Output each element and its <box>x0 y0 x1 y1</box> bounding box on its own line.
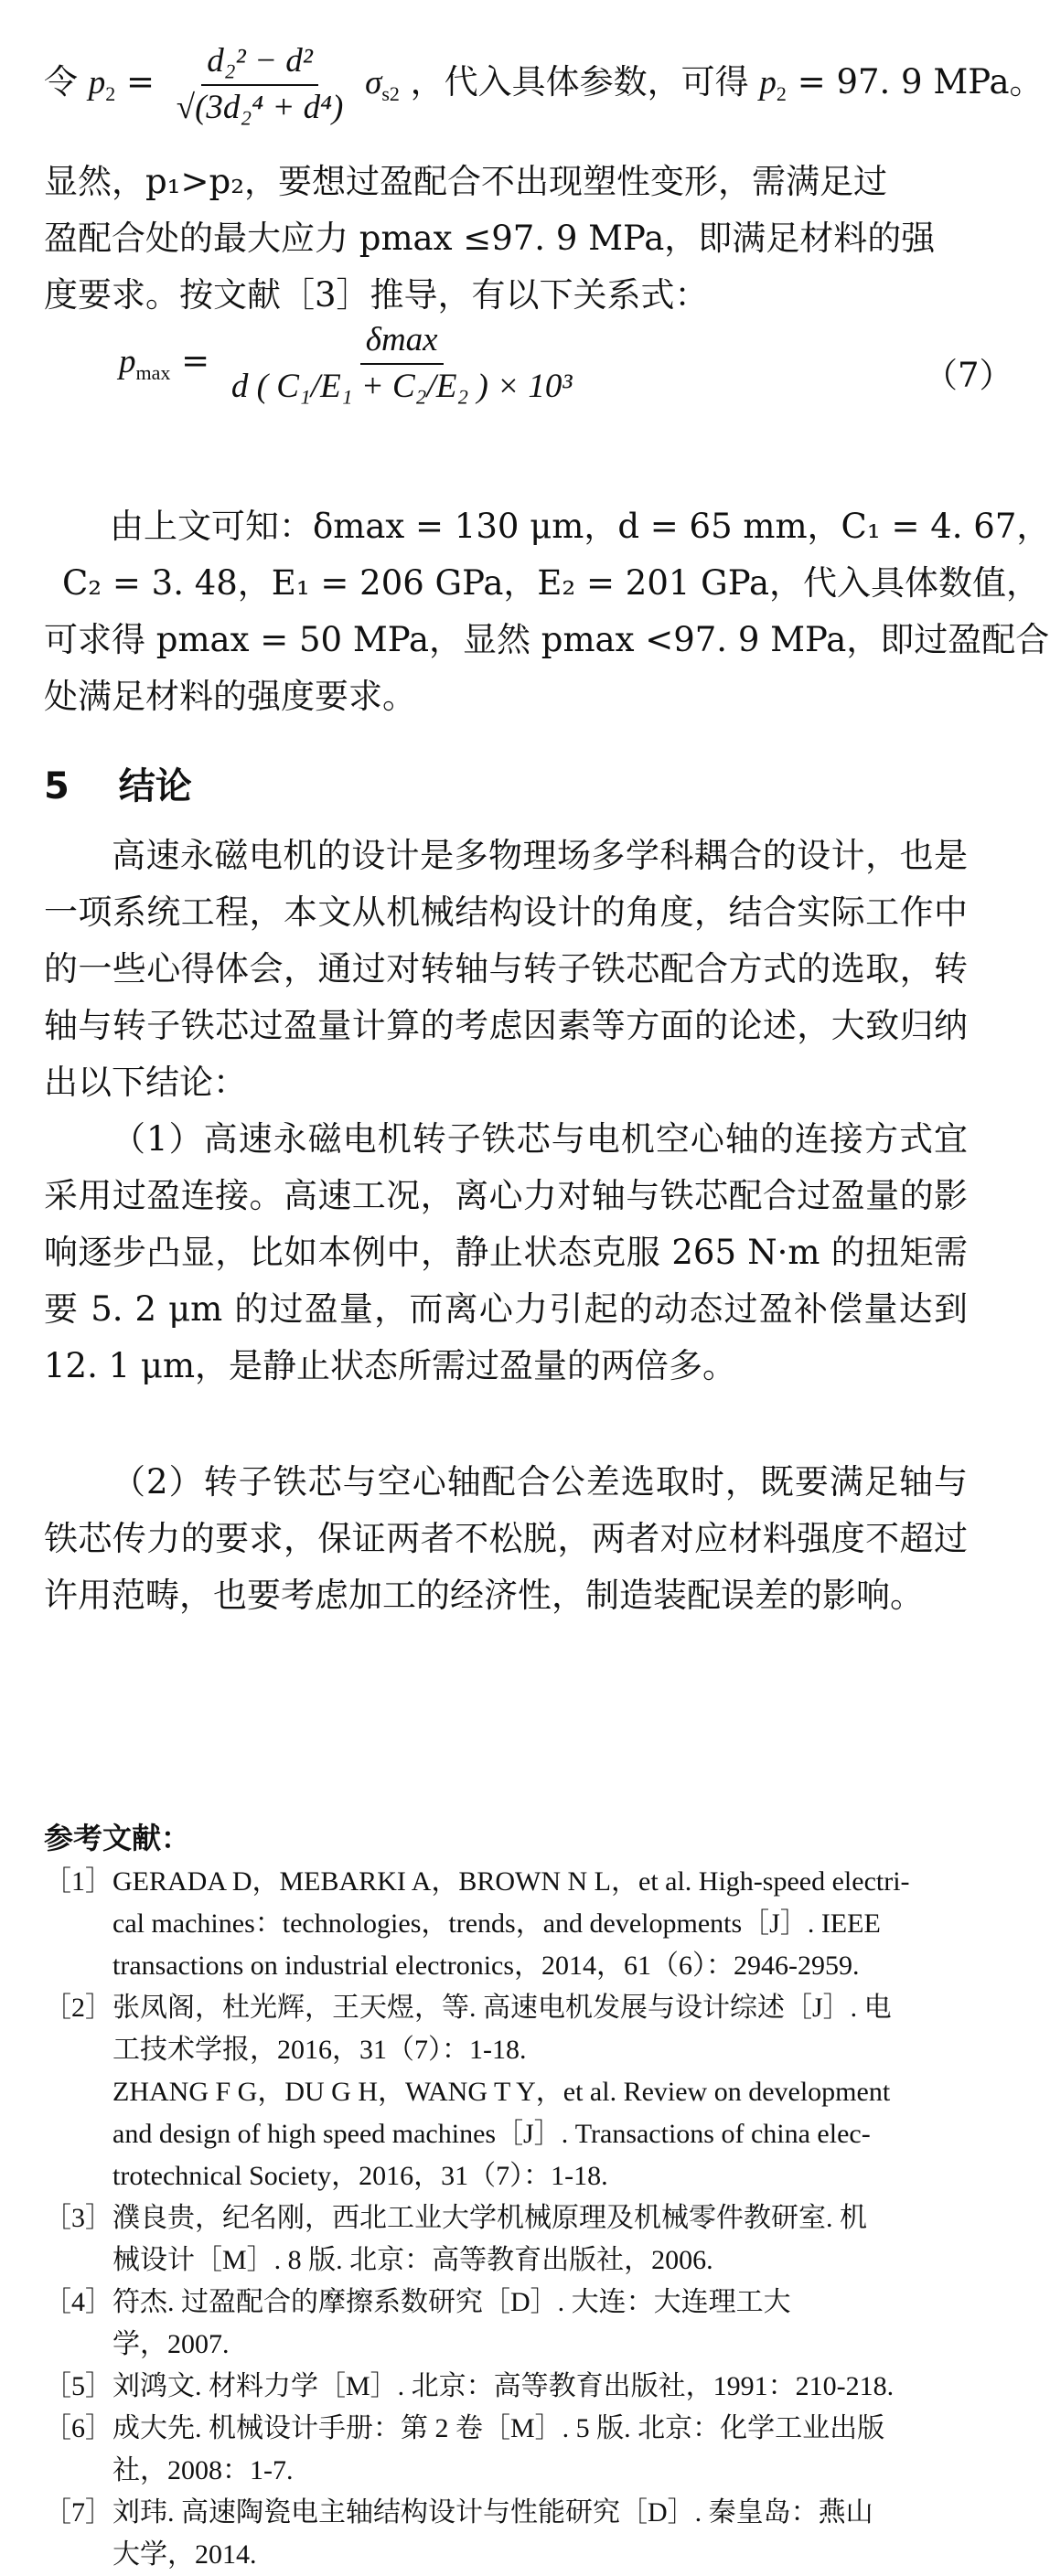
reference-item <box>44 2492 968 2576</box>
equation-p2: 令 $p_2$ = $\frac{\text{d₂² − d²}}{\text{√(3d₂⁴ + d⁴)}}$ $\sigma_{s2}$ ，代入具体参数，可得 $p_2 = 97$. 9 MPa。 <box>44 37 1044 140</box>
reference-text <box>112 2366 968 2408</box>
eq7-denominator: d ( C₁/E₁ + C₂/E₂ ) × 10³ <box>230 367 573 405</box>
reference-line: 符杰. 过盈配合的摩擦系数研究［D］. 大连：大连理工大 <box>112 2287 791 2317</box>
reference-line: transactions on industrial electronics，2014，61（6）：2946-2959. <box>112 1951 860 1981</box>
reference-text <box>112 2492 968 2576</box>
references-list <box>44 1861 968 2576</box>
references-heading: 参考文献： <box>44 1821 191 1855</box>
reference-item <box>44 2282 968 2366</box>
reference-number: ［7］ <box>44 2497 112 2528</box>
section-number: 5 <box>44 765 70 807</box>
reference-number: ［4］ <box>44 2287 112 2317</box>
reference-line: 成大先. 机械设计手册：第 2 卷［M］. 5 版. 北京：化学工业出版 <box>112 2413 885 2443</box>
reference-number: ［6］ <box>44 2413 112 2443</box>
reference-number: ［2］ <box>44 1993 112 2023</box>
eq7-numerator: δmax <box>360 320 444 364</box>
eq-fraction <box>171 41 349 128</box>
text-line: C₂ = 3. 48，E₁ = 206 GPa，E₂ = 201 GPa，代入具体数值， <box>62 563 1041 603</box>
reference-text <box>112 2197 968 2282</box>
reference-number: ［5］ <box>44 2371 112 2401</box>
eq7-fraction <box>226 320 578 407</box>
text-line: 由上文可知：δmax = 130 μm，d = 65 mm，C₁ = 4. 67， <box>110 507 1050 546</box>
eq-denominator: √(3d₂⁴ + d⁴) <box>176 88 344 126</box>
eq-tail: ，代入具体参数，可得 <box>410 62 749 102</box>
reference-line: 工技术学报，2016，31（7）：1-18. <box>112 2035 527 2065</box>
conclusion-item-2: （2）转子铁芯与空心轴配合公差选取时，既要满足轴与铁芯传力的要求，保证两者不松脱，两者对应材料强度不超过许用范畴，也要考虑加工的经济性，制造装配误差的影响。 <box>44 1462 968 1615</box>
reference-item <box>44 1861 968 1987</box>
reference-line: 刘鸿文. 材料力学［M］. 北京：高等教育出版社，1991：210-218. <box>112 2371 895 2401</box>
eq-result-value: = 97. 9 MPa。 <box>797 62 1044 102</box>
reference-line: GERADA D，MEBARKI A，BROWN N L，et al. High-speed electri- <box>112 1866 910 1897</box>
text-line: 盈配合处的最大应力 pmax ≤97. 9 MPa，即满足材料的强 <box>44 219 936 258</box>
eq7-lhs: $p_{max}$ <box>119 343 171 384</box>
reference-text <box>112 2282 968 2366</box>
conclusion-item-1: （1）高速永磁电机转子铁芯与电机空心轴的连接方式宜采用过盈连接。高速工况，离心力对轴与铁芯配合过盈量的影响逐步凸显，比如本例中，静止状态克服 265 N·m 的扭矩需要 5. 2 μm 的过盈量，而离心力引起的动态过盈补偿量达到 12. 1 μm，是静止状态所需过盈量的两倍多。 <box>44 1119 968 1385</box>
reference-line: trotechnical Society，2016，31（7）：1-18. <box>112 2161 608 2191</box>
reference-text <box>112 2408 968 2492</box>
text-line: 显然，p₁>p₂，要想过盈配合不出现塑性变形，需满足过 <box>44 162 888 201</box>
eq-lhs: $p_2$ <box>88 64 116 105</box>
reference-item <box>44 2408 968 2492</box>
reference-text <box>112 1987 968 2197</box>
eq-sigma: $\sigma_{s2}$ <box>365 64 400 105</box>
reference-line: 学，2007. <box>112 2329 230 2359</box>
reference-text <box>112 1861 968 1987</box>
reference-item <box>44 1987 968 2197</box>
reference-line: and design of high speed machines［J］. Transactions of china elec- <box>112 2119 871 2149</box>
section-heading <box>44 757 192 809</box>
reference-line: 械设计［M］. 8 版. 北京：高等教育出版社，2006. <box>112 2245 713 2275</box>
reference-number: ［1］ <box>44 1866 112 1897</box>
reference-line: 濮良贵，纪名刚，西北工业大学机械原理及机械零件教研室. 机 <box>112 2203 867 2233</box>
reference-line: 大学，2014. <box>112 2539 257 2570</box>
eq-numerator: d₂² − d² <box>201 41 318 85</box>
reference-number: ［3］ <box>44 2203 112 2233</box>
reference-line: cal machines：technologies，trends，and developments［J］. IEEE <box>112 1908 881 1939</box>
reference-line: ZHANG F G，DU G H，WANG T Y，et al. Review on development <box>112 2077 891 2107</box>
reference-line: 刘玮. 高速陶瓷电主轴结构设计与性能研究［D］. 秦皇岛：燕山 <box>112 2497 873 2528</box>
eq-result: $p_2$ <box>759 64 787 105</box>
equation-7: $p_{max}$ = $\frac{\delta\max}{\text{d ( C₁/E₁ + C₂/E₂ ) × 10³}}$ <box>119 320 583 414</box>
reference-line: 社，2008：1-7. <box>112 2455 294 2485</box>
equation-number: （7） <box>924 356 1013 395</box>
section-title: 结论 <box>118 765 192 807</box>
reference-item <box>44 2366 968 2408</box>
text-line: 度要求。按文献［3］推导，有以下关系式： <box>44 275 709 315</box>
conclusion-intro: 高速永磁电机的设计是多物理场多学科耦合的设计，也是一项系统工程，本文从机械结构设计的角度，结合实际工作中的一些心得体会，通过对转轴与转子铁芯配合方式的选取，转轴与转子铁芯过盈量计算的考虑因素等方面的论述，大致归纳出以下结论： <box>44 836 968 1102</box>
eq-lead: 令 <box>44 62 78 102</box>
reference-item <box>44 2197 968 2282</box>
reference-line: 张凤阁，杜光辉，王天煜，等. 高速电机发展与设计综述［J］. 电 <box>112 1993 892 2023</box>
text-line: 可求得 pmax = 50 MPa，显然 pmax <97. 9 MPa，即过盈配合 <box>44 620 1050 659</box>
text-line: 处满足材料的强度要求。 <box>44 677 416 716</box>
